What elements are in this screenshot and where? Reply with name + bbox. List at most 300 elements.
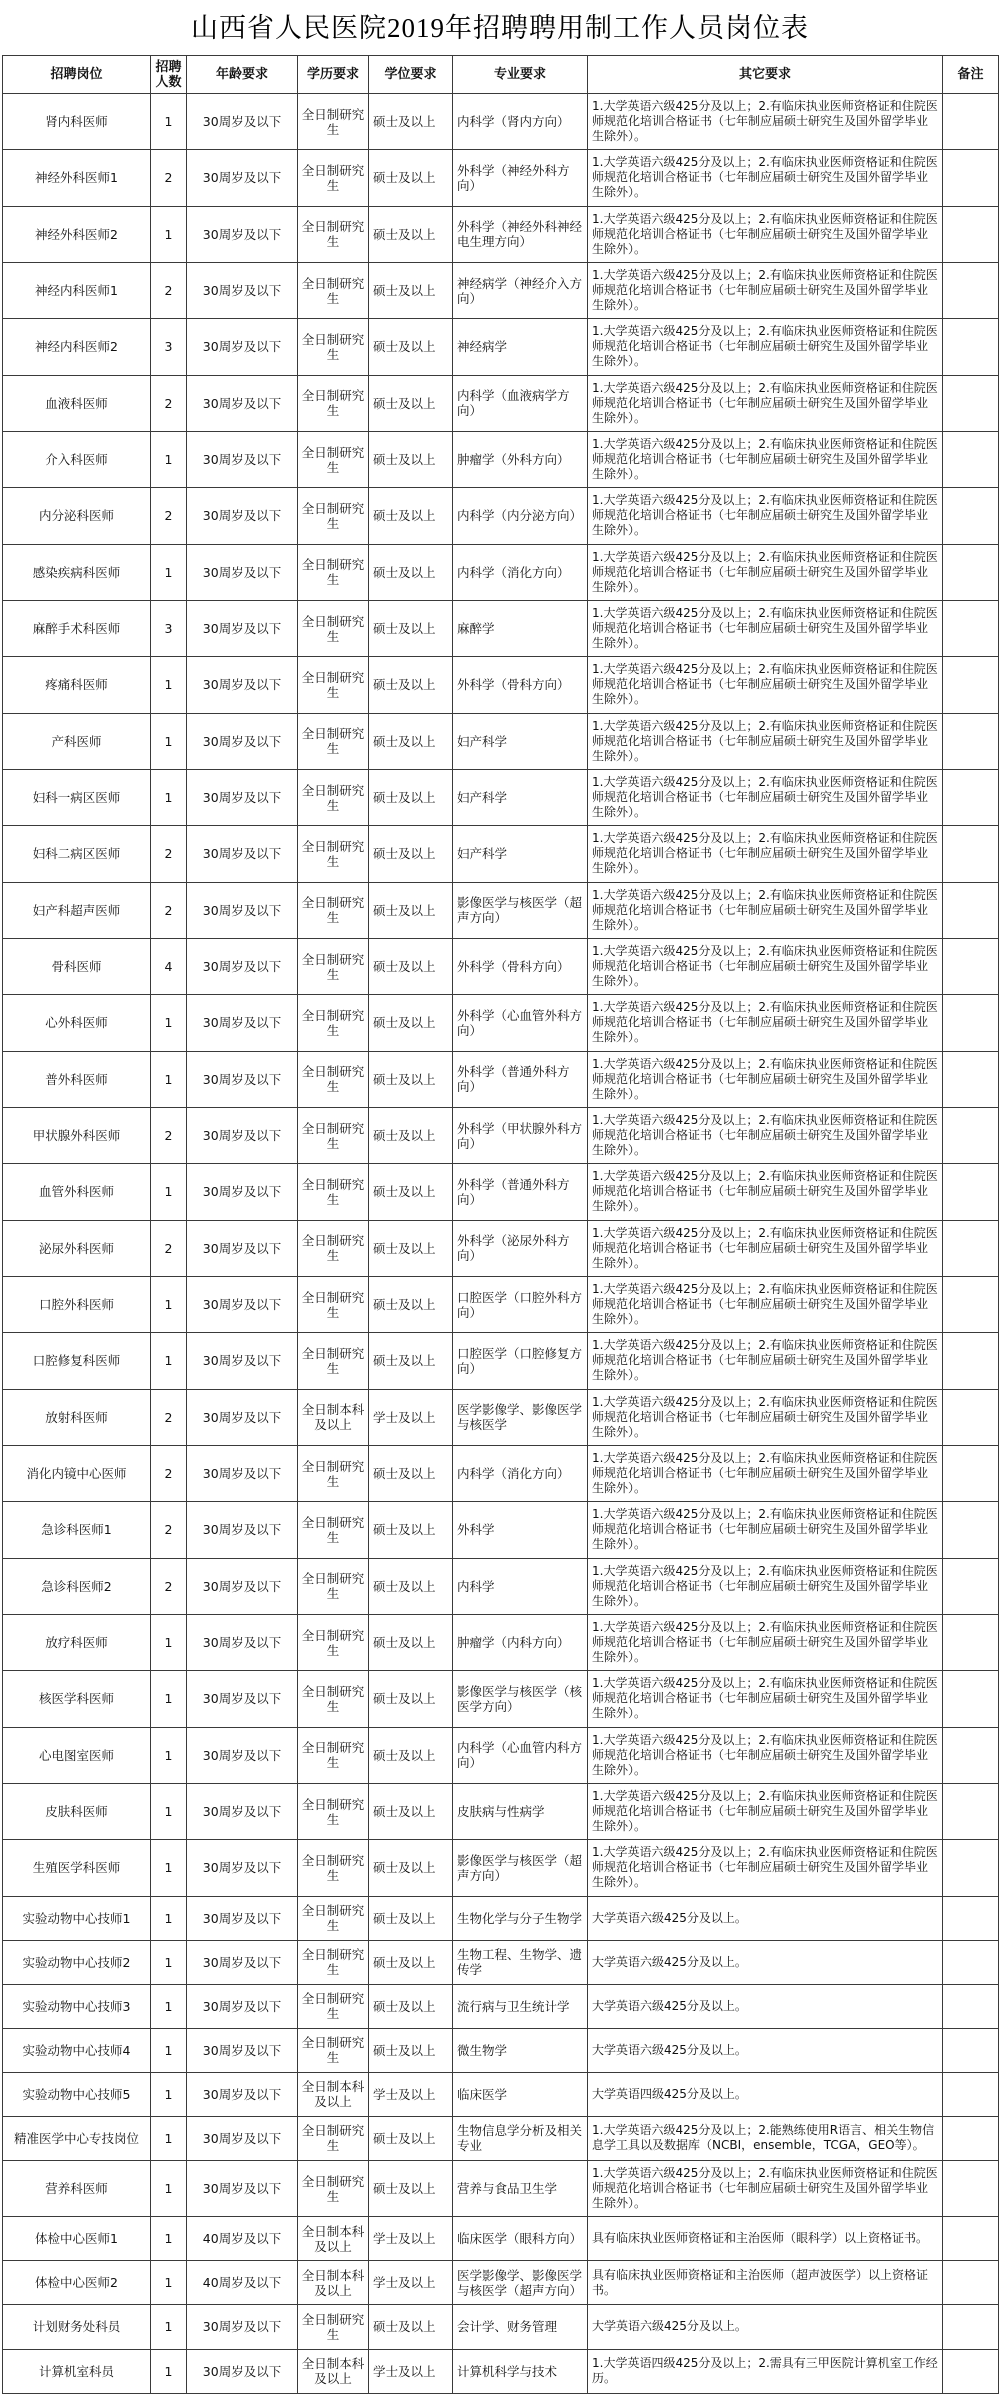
cell-remarks: [943, 94, 999, 150]
header-position: 招聘岗位: [3, 56, 151, 94]
cell-remarks: [943, 1558, 999, 1614]
header-count: 招聘人数: [151, 56, 187, 94]
header-remarks: 备注: [943, 56, 999, 94]
cell-position: 神经外科医师2: [3, 206, 151, 262]
cell-degree: 学士及以上: [369, 2217, 453, 2261]
cell-other: 1.大学英语六级425分及以上；2.有临床执业医师资格证和住院医师规范化培训合格证书（七年制应届硕士研究生及国外留学毕业生除外）。: [588, 1558, 943, 1614]
cell-remarks: [943, 1502, 999, 1558]
cell-major: 妇产科学: [453, 826, 588, 882]
cell-degree: 硕士及以上: [369, 1502, 453, 1558]
cell-degree: 硕士及以上: [369, 713, 453, 769]
header-age: 年龄要求: [187, 56, 298, 94]
cell-other: 1.大学英语六级425分及以上；2.有临床执业医师资格证和住院医师规范化培训合格证书（七年制应届硕士研究生及国外留学毕业生除外）。: [588, 1107, 943, 1163]
cell-count: 1: [151, 1051, 187, 1107]
cell-major: 外科学（心血管外科方向）: [453, 995, 588, 1051]
cell-other: 1.大学英语六级425分及以上；2.有临床执业医师资格证和住院医师规范化培训合格证书（七年制应届硕士研究生及国外留学毕业生除外）。: [588, 1389, 943, 1445]
cell-major: 神经病学（神经介入方向）: [453, 262, 588, 318]
cell-count: 1: [151, 1727, 187, 1783]
cell-position: 急诊科医师2: [3, 1558, 151, 1614]
cell-major: 生物工程、生物学、遗传学: [453, 1940, 588, 1984]
cell-education: 全日制本科及以上: [298, 2072, 369, 2116]
cell-education: 全日制研究生: [298, 544, 369, 600]
cell-degree: 学士及以上: [369, 2072, 453, 2116]
cell-other: 1.大学英语六级425分及以上；2.有临床执业医师资格证和住院医师规范化培训合格证书（七年制应届硕士研究生及国外留学毕业生除外）。: [588, 769, 943, 825]
cell-major: 微生物学: [453, 2028, 588, 2072]
table-row: [3, 1164, 999, 1220]
cell-age: 30周岁及以下: [187, 1558, 298, 1614]
table-row: [3, 1614, 999, 1670]
cell-degree: 硕士及以上: [369, 94, 453, 150]
cell-position: 骨科医师: [3, 938, 151, 994]
cell-age: 30周岁及以下: [187, 1840, 298, 1896]
cell-major: 医学影像学、影像医学与核医学（超声方向）: [453, 2261, 588, 2305]
cell-education: 全日制研究生: [298, 995, 369, 1051]
page-title: 山西省人民医院2019年招聘聘用制工作人员岗位表: [191, 13, 809, 43]
header-degree: 学位要求: [369, 56, 453, 94]
cell-education: 全日制研究生: [298, 1333, 369, 1389]
cell-major: 口腔医学（口腔外科方向）: [453, 1276, 588, 1332]
cell-age: 30周岁及以下: [187, 657, 298, 713]
cell-position: 放射科医师: [3, 1389, 151, 1445]
cell-other: 1.大学英语六级425分及以上；2.有临床执业医师资格证和住院医师规范化培训合格证书（七年制应届硕士研究生及国外留学毕业生除外）。: [588, 1220, 943, 1276]
cell-position: 消化内镜中心医师: [3, 1445, 151, 1501]
cell-other: 1.大学英语六级425分及以上；2.有临床执业医师资格证和住院医师规范化培训合格证书（七年制应届硕士研究生及国外留学毕业生除外）。: [588, 1783, 943, 1839]
cell-age: 30周岁及以下: [187, 94, 298, 150]
cell-education: 全日制研究生: [298, 882, 369, 938]
cell-degree: 硕士及以上: [369, 2160, 453, 2216]
cell-remarks: [943, 319, 999, 375]
cell-major: 内科学: [453, 1558, 588, 1614]
cell-position: 心外科医师: [3, 995, 151, 1051]
cell-education: 全日制研究生: [298, 319, 369, 375]
cell-other: 1.大学英语六级425分及以上；2.有临床执业医师资格证和住院医师规范化培训合格证书（七年制应届硕士研究生及国外留学毕业生除外）。: [588, 1840, 943, 1896]
cell-remarks: [943, 488, 999, 544]
table-row: [3, 1445, 999, 1501]
cell-age: 30周岁及以下: [187, 1389, 298, 1445]
cell-remarks: [943, 2116, 999, 2160]
cell-count: 1: [151, 2116, 187, 2160]
cell-education: 全日制研究生: [298, 150, 369, 206]
cell-major: 外科学（骨科方向）: [453, 657, 588, 713]
cell-count: 3: [151, 600, 187, 656]
cell-count: 1: [151, 2217, 187, 2261]
cell-education: 全日制研究生: [298, 2028, 369, 2072]
cell-degree: 硕士及以上: [369, 150, 453, 206]
cell-age: 30周岁及以下: [187, 1940, 298, 1984]
cell-other: 大学英语六级425分及以上。: [588, 2305, 943, 2349]
table-row: [3, 1558, 999, 1614]
cell-remarks: [943, 1727, 999, 1783]
cell-age: 30周岁及以下: [187, 1333, 298, 1389]
cell-position: 产科医师: [3, 713, 151, 769]
cell-remarks: [943, 544, 999, 600]
cell-age: 30周岁及以下: [187, 488, 298, 544]
cell-position: 体检中心医师2: [3, 2261, 151, 2305]
cell-age: 30周岁及以下: [187, 1614, 298, 1670]
cell-major: 外科学（神经外科神经电生理方向）: [453, 206, 588, 262]
cell-count: 1: [151, 1984, 187, 2028]
cell-degree: 硕士及以上: [369, 1783, 453, 1839]
cell-major: 肿瘤学（外科方向）: [453, 431, 588, 487]
cell-other: 1.大学英语六级425分及以上；2.有临床执业医师资格证和住院医师规范化培训合格证书（七年制应届硕士研究生及国外留学毕业生除外）。: [588, 600, 943, 656]
cell-education: 全日制研究生: [298, 2305, 369, 2349]
cell-education: 全日制研究生: [298, 769, 369, 825]
cell-major: 外科学: [453, 1502, 588, 1558]
cell-count: 2: [151, 882, 187, 938]
cell-age: 30周岁及以下: [187, 150, 298, 206]
cell-count: 1: [151, 2160, 187, 2216]
cell-remarks: [943, 431, 999, 487]
cell-education: 全日制研究生: [298, 1783, 369, 1839]
cell-major: 流行病与卫生统计学: [453, 1984, 588, 2028]
cell-remarks: [943, 206, 999, 262]
table-row: [3, 1840, 999, 1896]
cell-major: 临床医学: [453, 2072, 588, 2116]
cell-education: 全日制研究生: [298, 600, 369, 656]
cell-major: 临床医学（眼科方向）: [453, 2217, 588, 2261]
cell-age: 30周岁及以下: [187, 2160, 298, 2216]
cell-age: 30周岁及以下: [187, 713, 298, 769]
cell-education: 全日制研究生: [298, 1940, 369, 1984]
cell-remarks: [943, 995, 999, 1051]
cell-position: 实验动物中心技师2: [3, 1940, 151, 1984]
cell-count: 1: [151, 1840, 187, 1896]
cell-age: 30周岁及以下: [187, 1445, 298, 1501]
cell-degree: 硕士及以上: [369, 938, 453, 994]
cell-age: 30周岁及以下: [187, 375, 298, 431]
table-row: [3, 2349, 999, 2393]
cell-remarks: [943, 1389, 999, 1445]
cell-remarks: [943, 938, 999, 994]
cell-degree: 硕士及以上: [369, 657, 453, 713]
cell-other: 1.大学英语六级425分及以上；2.有临床执业医师资格证和住院医师规范化培训合格证书（七年制应届硕士研究生及国外留学毕业生除外）。: [588, 826, 943, 882]
table-row: [3, 600, 999, 656]
cell-degree: 硕士及以上: [369, 1051, 453, 1107]
cell-major: 神经病学: [453, 319, 588, 375]
table-row: [3, 262, 999, 318]
cell-other: 1.大学英语六级425分及以上；2.有临床执业医师资格证和住院医师规范化培训合格证书（七年制应届硕士研究生及国外留学毕业生除外）。: [588, 1276, 943, 1332]
table-row: [3, 882, 999, 938]
cell-other: 大学英语六级425分及以上。: [588, 2028, 943, 2072]
table-row: [3, 1671, 999, 1727]
cell-other: 大学英语六级425分及以上。: [588, 1940, 943, 1984]
position-table: [2, 55, 999, 2394]
cell-count: 2: [151, 488, 187, 544]
cell-remarks: [943, 600, 999, 656]
cell-count: 1: [151, 544, 187, 600]
cell-degree: 硕士及以上: [369, 1727, 453, 1783]
table-row: [3, 544, 999, 600]
cell-position: 口腔外科医师: [3, 1276, 151, 1332]
cell-remarks: [943, 150, 999, 206]
cell-position: 放疗科医师: [3, 1614, 151, 1670]
cell-degree: 硕士及以上: [369, 1164, 453, 1220]
cell-position: 血管外科医师: [3, 1164, 151, 1220]
cell-remarks: [943, 375, 999, 431]
cell-count: 3: [151, 319, 187, 375]
cell-count: 1: [151, 769, 187, 825]
cell-major: 内科学（消化方向）: [453, 544, 588, 600]
cell-remarks: [943, 1051, 999, 1107]
cell-degree: 硕士及以上: [369, 262, 453, 318]
cell-remarks: [943, 2349, 999, 2393]
cell-age: 30周岁及以下: [187, 1220, 298, 1276]
cell-education: 全日制研究生: [298, 2160, 369, 2216]
cell-age: 30周岁及以下: [187, 1984, 298, 2028]
cell-degree: 硕士及以上: [369, 600, 453, 656]
cell-education: 全日制研究生: [298, 713, 369, 769]
cell-other: 1.大学英语六级425分及以上；2.有临床执业医师资格证和住院医师规范化培训合格证书（七年制应届硕士研究生及国外留学毕业生除外）。: [588, 882, 943, 938]
cell-position: 皮肤科医师: [3, 1783, 151, 1839]
cell-other: 大学英语六级425分及以上。: [588, 1984, 943, 2028]
cell-degree: 硕士及以上: [369, 826, 453, 882]
cell-position: 实验动物中心技师3: [3, 1984, 151, 2028]
header-other: 其它要求: [588, 56, 943, 94]
cell-position: 神经内科医师2: [3, 319, 151, 375]
cell-position: 实验动物中心技师1: [3, 1896, 151, 1940]
table-row: [3, 769, 999, 825]
cell-position: 核医学科医师: [3, 1671, 151, 1727]
table-row: [3, 1333, 999, 1389]
cell-degree: 硕士及以上: [369, 1671, 453, 1727]
cell-remarks: [943, 1940, 999, 1984]
cell-degree: 硕士及以上: [369, 1333, 453, 1389]
cell-count: 1: [151, 1783, 187, 1839]
cell-count: 1: [151, 1333, 187, 1389]
table-row: [3, 2116, 999, 2160]
cell-remarks: [943, 1107, 999, 1163]
cell-education: 全日制研究生: [298, 2116, 369, 2160]
cell-other: 大学英语四级425分及以上。: [588, 2072, 943, 2116]
cell-degree: 硕士及以上: [369, 769, 453, 825]
cell-education: 全日制研究生: [298, 1051, 369, 1107]
cell-degree: 硕士及以上: [369, 1840, 453, 1896]
cell-education: 全日制研究生: [298, 262, 369, 318]
cell-education: 全日制研究生: [298, 1445, 369, 1501]
cell-education: 全日制研究生: [298, 375, 369, 431]
cell-position: 妇产科超声医师: [3, 882, 151, 938]
cell-degree: 硕士及以上: [369, 2305, 453, 2349]
cell-remarks: [943, 2217, 999, 2261]
cell-count: 2: [151, 375, 187, 431]
cell-major: 医学影像学、影像医学与核医学: [453, 1389, 588, 1445]
cell-position: 生殖医学科医师: [3, 1840, 151, 1896]
cell-major: 影像医学与核医学（超声方向）: [453, 1840, 588, 1896]
cell-count: 1: [151, 1671, 187, 1727]
cell-major: 营养与食品卫生学: [453, 2160, 588, 2216]
cell-count: 1: [151, 206, 187, 262]
cell-degree: 硕士及以上: [369, 1984, 453, 2028]
cell-age: 30周岁及以下: [187, 2116, 298, 2160]
table-row: [3, 713, 999, 769]
cell-remarks: [943, 262, 999, 318]
cell-degree: 硕士及以上: [369, 1107, 453, 1163]
table-row: [3, 1940, 999, 1984]
cell-education: 全日制研究生: [298, 206, 369, 262]
table-body: [3, 94, 999, 2394]
cell-count: 2: [151, 1389, 187, 1445]
cell-count: 1: [151, 1276, 187, 1332]
cell-count: 1: [151, 1940, 187, 1984]
cell-education: 全日制研究生: [298, 1727, 369, 1783]
cell-major: 妇产科学: [453, 713, 588, 769]
table-row: [3, 2261, 999, 2305]
cell-degree: 学士及以上: [369, 1389, 453, 1445]
cell-other: 1.大学英语六级425分及以上；2.有临床执业医师资格证和住院医师规范化培训合格证书（七年制应届硕士研究生及国外留学毕业生除外）。: [588, 94, 943, 150]
cell-degree: 学士及以上: [369, 2261, 453, 2305]
cell-count: 2: [151, 262, 187, 318]
table-header: [3, 56, 999, 94]
cell-age: 30周岁及以下: [187, 2305, 298, 2349]
cell-position: 体检中心医师1: [3, 2217, 151, 2261]
cell-remarks: [943, 1445, 999, 1501]
cell-age: 30周岁及以下: [187, 826, 298, 882]
cell-count: 2: [151, 1445, 187, 1501]
cell-position: 妇科一病区医师: [3, 769, 151, 825]
cell-major: 内科学（消化方向）: [453, 1445, 588, 1501]
cell-position: 神经外科医师1: [3, 150, 151, 206]
cell-degree: 硕士及以上: [369, 2028, 453, 2072]
cell-age: 30周岁及以下: [187, 319, 298, 375]
cell-age: 30周岁及以下: [187, 544, 298, 600]
table-row: [3, 94, 999, 150]
cell-position: 泌尿外科医师: [3, 1220, 151, 1276]
header-major: 专业要求: [453, 56, 588, 94]
cell-other: 1.大学英语六级425分及以上；2.有临床执业医师资格证和住院医师规范化培训合格证书（七年制应届硕士研究生及国外留学毕业生除外）。: [588, 488, 943, 544]
cell-major: 妇产科学: [453, 769, 588, 825]
cell-count: 1: [151, 2349, 187, 2393]
table-row: [3, 319, 999, 375]
cell-count: 1: [151, 2072, 187, 2116]
cell-other: 1.大学英语六级425分及以上；2.有临床执业医师资格证和住院医师规范化培训合格证书（七年制应届硕士研究生及国外留学毕业生除外）。: [588, 713, 943, 769]
cell-remarks: [943, 826, 999, 882]
cell-degree: 硕士及以上: [369, 1445, 453, 1501]
cell-age: 30周岁及以下: [187, 1727, 298, 1783]
cell-other: 1.大学英语六级425分及以上；2.有临床执业医师资格证和住院医师规范化培训合格证书（七年制应届硕士研究生及国外留学毕业生除外）。: [588, 544, 943, 600]
cell-education: 全日制研究生: [298, 1896, 369, 1940]
cell-other: 大学英语六级425分及以上。: [588, 1896, 943, 1940]
cell-count: 1: [151, 2261, 187, 2305]
cell-age: 30周岁及以下: [187, 431, 298, 487]
cell-degree: 硕士及以上: [369, 1896, 453, 1940]
cell-other: 1.大学英语六级425分及以上；2.有临床执业医师资格证和住院医师规范化培训合格证书（七年制应届硕士研究生及国外留学毕业生除外）。: [588, 1502, 943, 1558]
cell-degree: 硕士及以上: [369, 1614, 453, 1670]
cell-major: 内科学（心血管内科方向）: [453, 1727, 588, 1783]
cell-other: 1.大学英语六级425分及以上；2.有临床执业医师资格证和住院医师规范化培训合格证书（七年制应届硕士研究生及国外留学毕业生除外）。: [588, 938, 943, 994]
cell-other: 1.大学英语六级425分及以上；2.有临床执业医师资格证和住院医师规范化培训合格证书（七年制应届硕士研究生及国外留学毕业生除外）。: [588, 375, 943, 431]
cell-degree: 硕士及以上: [369, 319, 453, 375]
cell-count: 2: [151, 1558, 187, 1614]
cell-education: 全日制研究生: [298, 1840, 369, 1896]
cell-age: 30周岁及以下: [187, 1164, 298, 1220]
cell-position: 普外科医师: [3, 1051, 151, 1107]
cell-age: 30周岁及以下: [187, 1783, 298, 1839]
cell-remarks: [943, 1671, 999, 1727]
table-row: [3, 150, 999, 206]
cell-position: 营养科医师: [3, 2160, 151, 2216]
table-row: [3, 2160, 999, 2216]
cell-age: 30周岁及以下: [187, 1896, 298, 1940]
cell-position: 肾内科医师: [3, 94, 151, 150]
cell-major: 麻醉学: [453, 600, 588, 656]
cell-other: 具有临床执业医师资格证和主治医师（超声波医学）以上资格证书。: [588, 2261, 943, 2305]
cell-position: 神经内科医师1: [3, 262, 151, 318]
cell-major: 生物信息学分析及相关专业: [453, 2116, 588, 2160]
cell-count: 1: [151, 713, 187, 769]
cell-remarks: [943, 1783, 999, 1839]
cell-position: 妇科二病区医师: [3, 826, 151, 882]
cell-major: 内科学（血液病学方向）: [453, 375, 588, 431]
cell-position: 实验动物中心技师4: [3, 2028, 151, 2072]
cell-remarks: [943, 2072, 999, 2116]
cell-major: 外科学（甲状腺外科方向）: [453, 1107, 588, 1163]
table-row: [3, 1389, 999, 1445]
cell-age: 30周岁及以下: [187, 2349, 298, 2393]
cell-degree: 硕士及以上: [369, 882, 453, 938]
cell-education: 全日制研究生: [298, 1502, 369, 1558]
cell-degree: 硕士及以上: [369, 1558, 453, 1614]
cell-count: 1: [151, 2305, 187, 2349]
cell-education: 全日制研究生: [298, 938, 369, 994]
cell-major: 外科学（骨科方向）: [453, 938, 588, 994]
cell-position: 甲状腺外科医师: [3, 1107, 151, 1163]
cell-major: 外科学（泌尿外科方向）: [453, 1220, 588, 1276]
table-row: [3, 1727, 999, 1783]
cell-degree: 硕士及以上: [369, 206, 453, 262]
table-row: [3, 488, 999, 544]
cell-position: 口腔修复科医师: [3, 1333, 151, 1389]
cell-major: 内科学（肾内方向）: [453, 94, 588, 150]
cell-degree: 硕士及以上: [369, 375, 453, 431]
cell-major: 会计学、财务管理: [453, 2305, 588, 2349]
cell-education: 全日制研究生: [298, 1984, 369, 2028]
cell-position: 计算机室科员: [3, 2349, 151, 2393]
cell-other: 1.大学英语六级425分及以上；2.有临床执业医师资格证和住院医师规范化培训合格证书（七年制应届硕士研究生及国外留学毕业生除外）。: [588, 1727, 943, 1783]
table-row: [3, 206, 999, 262]
cell-remarks: [943, 1840, 999, 1896]
cell-position: 感染疾病科医师: [3, 544, 151, 600]
cell-remarks: [943, 1614, 999, 1670]
cell-education: 全日制本科及以上: [298, 2217, 369, 2261]
cell-count: 2: [151, 150, 187, 206]
cell-count: 1: [151, 2028, 187, 2072]
header-education: 学历要求: [298, 56, 369, 94]
cell-education: 全日制研究生: [298, 431, 369, 487]
cell-position: 内分泌科医师: [3, 488, 151, 544]
cell-education: 全日制研究生: [298, 1220, 369, 1276]
cell-degree: 硕士及以上: [369, 1276, 453, 1332]
cell-major: 生物化学与分子生物学: [453, 1896, 588, 1940]
cell-position: 介入科医师: [3, 431, 151, 487]
cell-position: 血液科医师: [3, 375, 151, 431]
cell-other: 1.大学英语六级425分及以上；2.有临床执业医师资格证和住院医师规范化培训合格证书（七年制应届硕士研究生及国外留学毕业生除外）。: [588, 431, 943, 487]
cell-other: 1.大学英语六级425分及以上；2.有临床执业医师资格证和住院医师规范化培训合格证书（七年制应届硕士研究生及国外留学毕业生除外）。: [588, 262, 943, 318]
cell-degree: 硕士及以上: [369, 1940, 453, 1984]
cell-education: 全日制研究生: [298, 1614, 369, 1670]
cell-major: 外科学（普通外科方向）: [453, 1164, 588, 1220]
cell-other: 1.大学英语六级425分及以上；2.有临床执业医师资格证和住院医师规范化培训合格证书（七年制应届硕士研究生及国外留学毕业生除外）。: [588, 995, 943, 1051]
table-row: [3, 2305, 999, 2349]
cell-other: 1.大学英语六级425分及以上；2.有临床执业医师资格证和住院医师规范化培训合格证书（七年制应届硕士研究生及国外留学毕业生除外）。: [588, 1333, 943, 1389]
cell-education: 全日制研究生: [298, 488, 369, 544]
cell-age: 30周岁及以下: [187, 995, 298, 1051]
table-row: [3, 1984, 999, 2028]
cell-education: 全日制本科及以上: [298, 1389, 369, 1445]
cell-age: 30周岁及以下: [187, 2072, 298, 2116]
cell-remarks: [943, 1984, 999, 2028]
cell-count: 2: [151, 826, 187, 882]
cell-count: 1: [151, 431, 187, 487]
